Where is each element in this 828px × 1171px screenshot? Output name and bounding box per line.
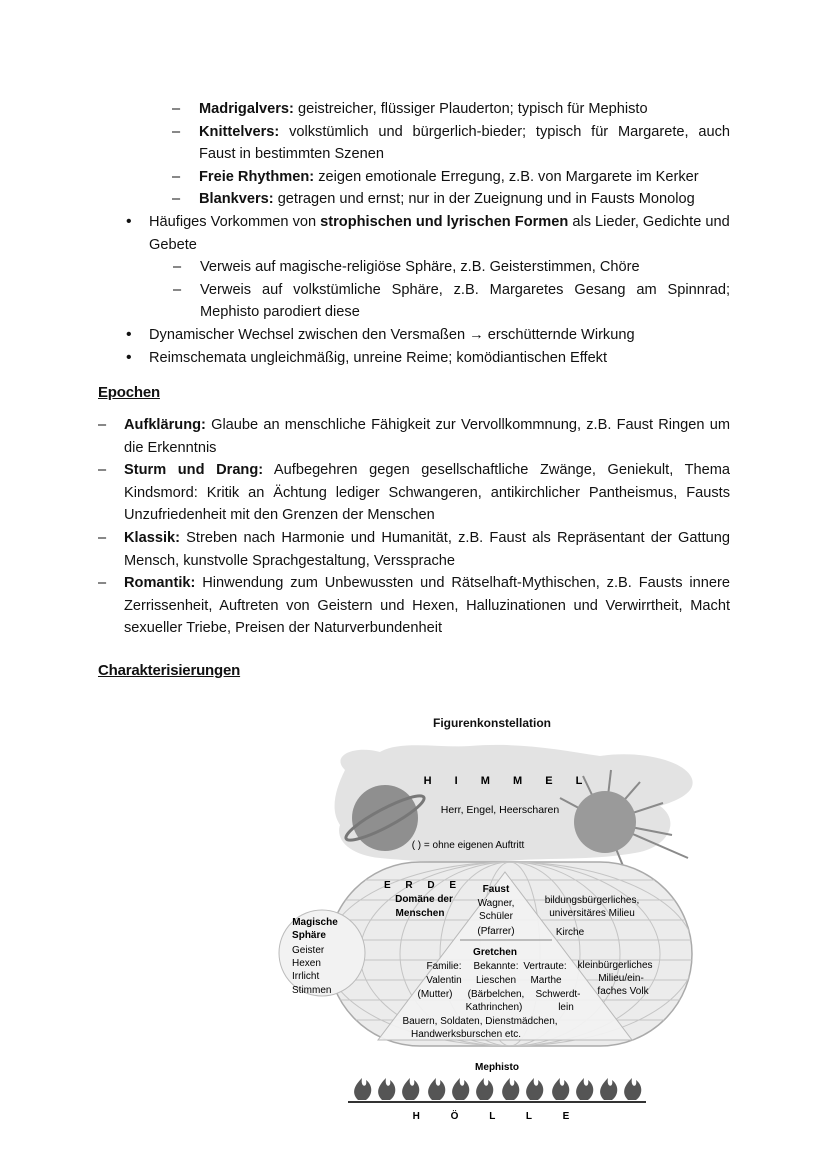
faust-label: Faust — [482, 884, 510, 895]
list-item: – Romantik: Hinwendung zum Unbewussten und Rätselhaft-Mythischen, z.B. Fausts innere Zerrissenheit, Auftreten von Geistern und Hexen, Halluzinationen und Verwirrtheit, Macht sexueller Triebe, Preisen der Naturverbundenheit — [98, 572, 730, 640]
list-item: – Sturm und Drang: Aufbegehren gegen gesellschaftliche Zwänge, Geniekult, Thema Kindsmord: Kritik an Ächtung lediger Schwangeren, antikirchlicher Pantheismus, Fausts Unzufriedenheit mit den Grenzen der Menschen — [98, 459, 730, 527]
list-item: – Aufklärung: Glaube an menschliche Fähigkeit zur Vervollkommnung, z.B. Faust Ringen um die Erkenntnis — [98, 414, 730, 459]
domaene-label-1: Domäne der — [395, 894, 453, 905]
pfarrer-label: (Pfarrer) — [477, 926, 515, 937]
magic-item: Irrlicht — [292, 971, 320, 982]
erde-label: E R D E — [383, 880, 463, 891]
figure-title: Figurenkonstellation — [432, 716, 551, 730]
magic-item: Hexen — [292, 958, 321, 969]
sun-icon — [574, 791, 636, 853]
himmel-label: H I M M E L — [423, 775, 593, 787]
kirche-label: Kirche — [555, 927, 585, 938]
kleinbuerger-line: kleinbürgerliches — [577, 960, 653, 971]
list-item: • Dynamischer Wechsel zwischen den Versmaßen → erschütternde Wirkung — [120, 324, 730, 347]
volk-line-2: Handwerksburschen etc. — [410, 1029, 522, 1040]
list-item: – Madrigalvers: geistreicher, flüssiger Plauderton; typisch für Mephisto — [172, 98, 730, 121]
vertraute-line: Schwerdt- — [535, 989, 581, 1000]
list-item: – Verweis auf magische-religiöse Sphäre, z.B. Geisterstimmen, Chöre — [173, 256, 730, 279]
kleinbuerger-line: Milieu/ein- — [598, 973, 644, 984]
domaene-label-2: Menschen — [395, 908, 445, 919]
gretchen-label: Gretchen — [473, 947, 517, 958]
no-appearance-note: ( ) = ohne eigenen Auftritt — [411, 840, 525, 851]
bekannte-line: Lieschen — [475, 975, 517, 986]
hoelle-label: H Ö L L E — [412, 1111, 584, 1122]
magic-sphere-title-2: Sphäre — [292, 930, 326, 941]
mephisto-label: Mephisto — [475, 1062, 519, 1073]
flames-row — [354, 1078, 641, 1100]
magic-item: Stimmen — [292, 985, 332, 996]
section-heading-charakterisierungen: Charakterisierungen — [98, 662, 241, 679]
milieu-label-1: bildungsbürgerliches, — [544, 895, 640, 906]
volk-line-1: Bauern, Soldaten, Dienstmädchen, — [402, 1016, 558, 1027]
list-item: – Verweis auf volkstümliche Sphäre, z.B. Margaretes Gesang am Spinnrad; Mephisto parodiert diese — [173, 279, 730, 324]
familie-line: Familie: — [426, 961, 462, 972]
magic-sphere-title-1: Magische — [292, 917, 338, 928]
wagner-label: Wagner, — [477, 898, 515, 909]
schueler-label: Schüler — [479, 911, 513, 922]
planet-icon — [352, 785, 418, 851]
bekannte-line: Bekannte: — [473, 961, 519, 972]
list-item: – Freie Rhythmen: zeigen emotionale Erregung, z.B. von Margarete im Kerker — [172, 166, 730, 189]
himmel-members: Herr, Engel, Heerscharen — [440, 804, 560, 816]
list-item: • Reimschemata ungleichmäßig, unreine Reime; komödiantischen Effekt — [120, 347, 730, 370]
list-item: • Häufiges Vorkommen von strophischen und lyrischen Formen als Lieder, Gedichte und Gebete – Verweis auf magische-religiöse Sphäre, z.B. Geisterstimmen, Chöre – Verweis auf volkstümliche Sphäre, z.B. Margaretes Gesang am Spinnrad; Mephisto parodiert diese — [120, 211, 730, 324]
milieu-label-2: universitäres Milieu — [549, 908, 635, 919]
bekannte-line: Kathrinchen) — [465, 1002, 523, 1013]
familie-line: (Mutter) — [417, 989, 453, 1000]
familie-line: Valentin — [426, 975, 462, 986]
vertraute-line: Marthe — [530, 975, 562, 986]
list-item: – Knittelvers: volkstümlich und bürgerlich-bieder; typisch für Margarete, auch Faust in bestimmten Szenen — [172, 121, 730, 166]
vertraute-line: lein — [558, 1002, 574, 1013]
section-heading-epochen: Epochen — [98, 384, 160, 401]
list-item: – Klassik: Streben nach Harmonie und Humanität, z.B. Faust als Repräsentant der Gattung Mensch, kunstvolle Sprachgestaltung, Verssprache — [98, 527, 730, 572]
kleinbuerger-line: faches Volk — [597, 986, 649, 997]
list-item: – Blankvers: getragen und ernst; nur in der Zueignung und in Fausts Monolog — [172, 188, 730, 211]
bekannte-line: (Bärbelchen, — [467, 989, 525, 1000]
magic-item: Geister — [292, 945, 325, 956]
vertraute-line: Vertraute: — [523, 961, 567, 972]
